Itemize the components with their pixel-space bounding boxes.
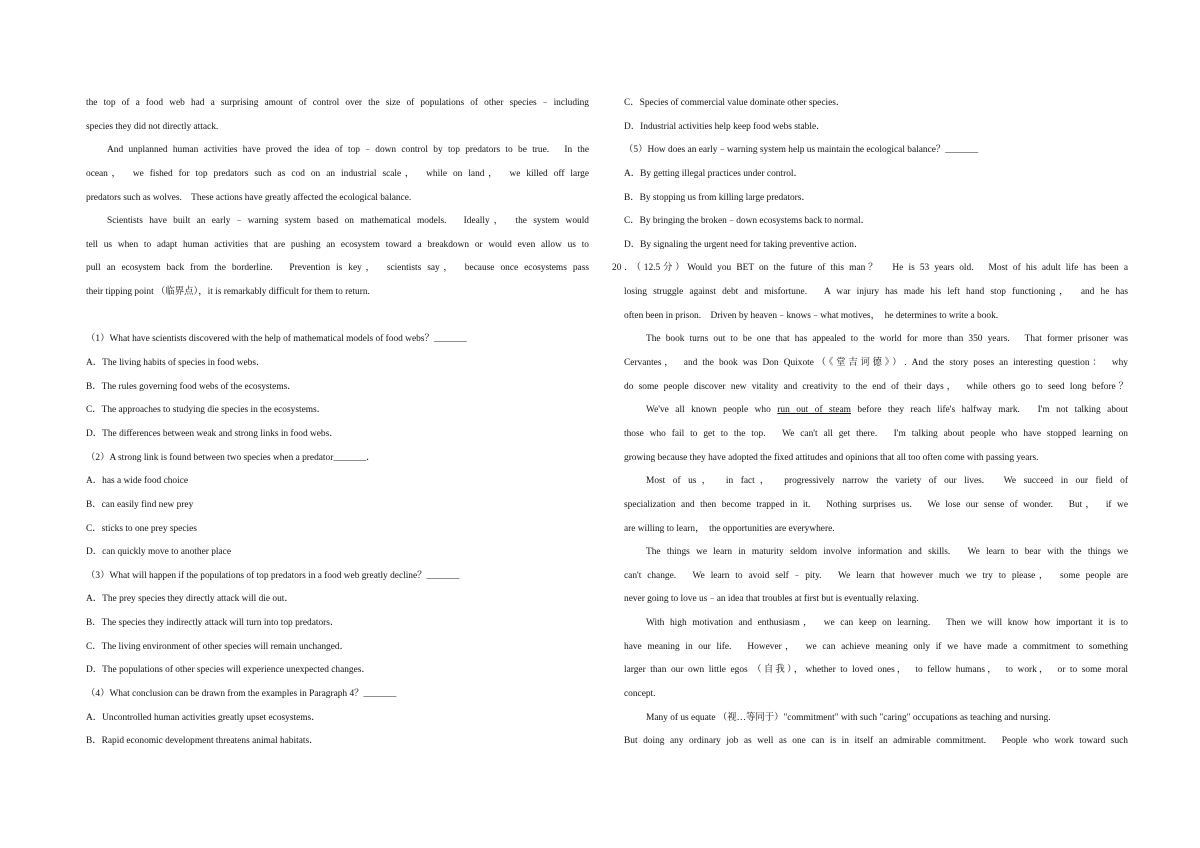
right-column [612,92,1128,754]
passage-line [612,399,1128,423]
answer-option: D．By signaling the urgent need for taking preventive action． [624,239,864,250]
passage-line: Many of us equate （视…等同于）"commitment" with such "caring" occupations as teaching and nursing. [646,712,1051,723]
passage-line: those who fail to get to the top. We can't all get there. I'm talking about people who have stopped learning on [624,428,1128,439]
passage-line: Most of us， in fact， progressively narrow the variety of our lives. We succeed in our field of [646,476,1128,487]
question-stem: （4）What conclusion can be drawn from the examples in Paragraph 4？_______ [86,689,397,700]
question-stem: （3）What will happen if the populations of top predators in a food web greatly decline？_______ [86,570,460,581]
answer-option: B．Rapid economic development threatens animal habitats． [86,736,319,747]
passage-line: The things we learn in maturity seldom involve information and skills. We learn to bear with the things we [646,547,1128,558]
passage-line: Scientists have built an early﹣warning system based on mathematical models. Ideally， the system would [107,216,589,227]
passage-line: ocean， we fished for top predators such as cod on an industrial scale， while on land， we killed off large [86,168,589,179]
passage-line: are willing to learn， the opportunities are everywhere. [624,523,835,534]
passage-line: species they did not directly attack. [86,121,219,132]
answer-option: D．The differences between weak and strong links in food webs． [86,428,339,439]
passage-line: often been in prison. Driven by heaven﹣knows﹣what motives， he determines to write a book. [624,310,999,321]
passage-line: losing struggle against debt and misfortune. A war injury has made his left hand stop functioning， and he has [624,287,1128,298]
question-stem: （5）How does an early﹣warning system help us maintain the ecological balance？_______ [624,145,979,156]
passage-line: do some people discover new vitality and creativity to the end of their days， while others go to seed long before？ [624,381,1128,392]
answer-option: C．The living environment of other species will remain unchanged． [86,641,349,652]
passage-line: have meaning in our life. However， we can achieve meaning only if we have made a commitment to something [624,641,1128,652]
answer-option: A．The living habits of species in food webs． [86,358,266,369]
text-segment: before they reach life's halfway mark. I'm not talking about [850,405,1128,416]
answer-option: B．The rules governing food webs of the ecosystems． [86,381,297,392]
passage-line: never going to love us﹣an idea that troubles at first but is eventually relaxing. [624,594,919,605]
passage-line: concept. [624,689,656,700]
answer-option: C．sticks to one prey species [86,523,197,534]
passage-line: tell us when to adapt human activities that are pushing an ecosystem toward a breakdown or would even allow us to [86,239,589,250]
question-stem: （2）A strong link is found between two species when a predator_______． [86,452,376,463]
question-stem: （1）What have scientists discovered with the help of mathematical models of food webs？_______ [86,334,467,345]
text-segment: We've all known people who [646,405,778,416]
underlined-phrase: run out of steam [777,405,851,416]
passage-line: growing because they have adopted the fixed attitudes and opinions that all too often come with passing years. [624,452,1039,463]
answer-option: C．The approaches to studying die species in the ecosystems． [86,405,327,416]
answer-option: D．The populations of other species will experience unexpected changes． [86,665,371,676]
passage-line: Cervantes， and the book was Don Quixote（《堂吉诃德》）. And the story poses an interesting question： why [624,358,1128,369]
passage-line: But doing any ordinary job as well as one can is in itself an admirable commitment. People who work toward such [624,736,1128,747]
passage-line: can't change. We learn to avoid self﹣pity. We learn that however much we try to please， some people are [624,570,1128,581]
passage-line: the top of a food web had a surprising amount of control over the size of populations of other species﹣including [86,98,589,108]
question-20-heading: 20．（12.5分）Would you BET on the future of this man？ He is 53 years old. Most of his adult life has been a [612,263,1128,274]
answer-option: C．By bringing the broken﹣down ecosystems back to normal． [624,216,871,227]
passage-line: their tipping point （临界点），it is remarkably difficult for them to return. [86,287,370,298]
answer-option: A．has a wide food choice [86,476,189,487]
passage-line: The book turns out to be one that has appealed to the world for more than 350 years. That former prisoner was [646,334,1128,345]
left-column [86,92,589,754]
answer-option: A．By getting illegal practices under control． [624,168,803,179]
passage-line: pull an ecosystem back from the borderline. Prevention is key， scientists say， because once ecosystems pass [86,263,589,274]
passage-line: And unplanned human activities have proved the idea of top﹣down control by top predators to be true. In the [107,145,589,156]
answer-option: D．can quickly move to another place [86,547,232,558]
passage-line: With high motivation and enthusiasm， we can keep on learning. Then we will know how important it is to [646,618,1128,629]
passage-line: predators such as wolves. These actions have greatly affected the ecological balance. [86,192,412,203]
answer-option: A．The prey species they directly attack will die out． [86,594,294,605]
answer-option: D．Industrial activities help keep food webs stable． [624,121,826,132]
blank-line [86,305,589,329]
answer-option: C．Species of commercial value dominate other species． [624,98,846,108]
answer-option: B．can easily find new prey [86,499,194,510]
answer-option: B．The species they indirectly attack will turn into top predators． [86,618,340,629]
answer-option: A．Uncontrolled human activities greatly upset ecosystems． [86,712,321,723]
passage-line: larger than our own little egos （自我），whether to loved ones， to fellow humans， to work， or to some moral [624,665,1128,676]
answer-option: B．By stopping us from killing large predators． [624,192,811,203]
passage-line: specialization and then become trapped in it. Nothing surprises us. We lose our sense of wonder. But， if we [624,499,1128,510]
